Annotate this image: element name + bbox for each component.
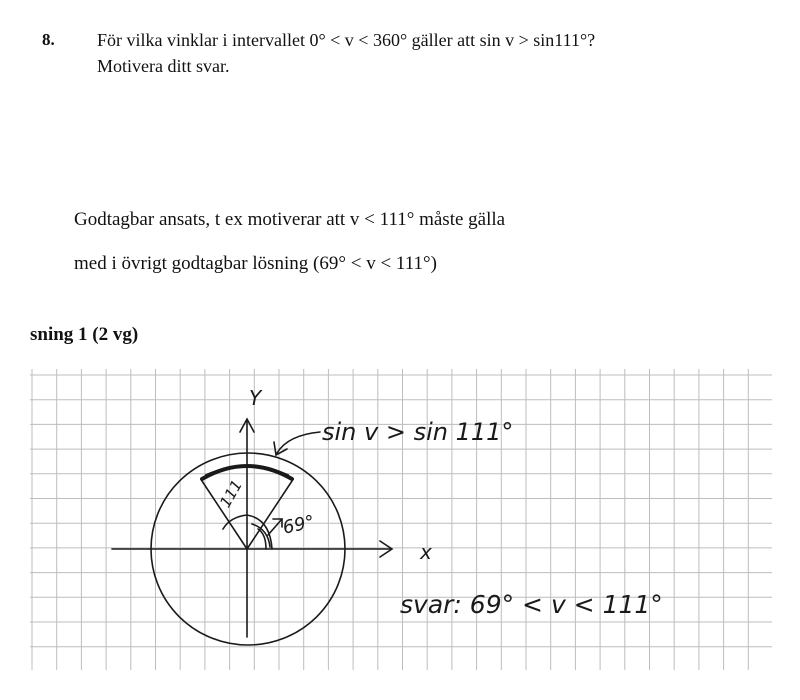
x-axis-label: x [420, 540, 432, 564]
question-number: 8. [42, 30, 55, 49]
grading-criteria-line-1: Godtagbar ansats, t ex motiverar att v < 111° måste gälla [74, 209, 506, 230]
grid-paper-sketch [30, 369, 772, 670]
question-text-line-2: Motivera ditt svar. [97, 56, 230, 76]
y-axis-label: Y [249, 386, 262, 410]
unit-circle-sketch [112, 419, 392, 645]
solution-heading: sning 1 (2 vg) [30, 324, 139, 345]
arc-inequality-label: sin v > sin 111° [322, 418, 514, 446]
angle-69-pointer [268, 519, 282, 535]
handwritten-solution [30, 369, 772, 670]
arc-label-pointer [277, 432, 320, 453]
angle-69-label: 69° [280, 511, 317, 539]
question-text-line-1: För vilka vinklar i intervallet 0° < v < 360° gäller att sin v > sin111°? [97, 30, 596, 50]
radius-69-line [247, 481, 292, 549]
grid-lines [30, 369, 772, 670]
answer-text: svar: 69° < v < 111° [400, 590, 663, 619]
grading-criteria-line-2: med i övrigt godtagbar lösning (69° < v < 111°) [74, 253, 437, 274]
angle-111-label: 111 [216, 476, 246, 511]
